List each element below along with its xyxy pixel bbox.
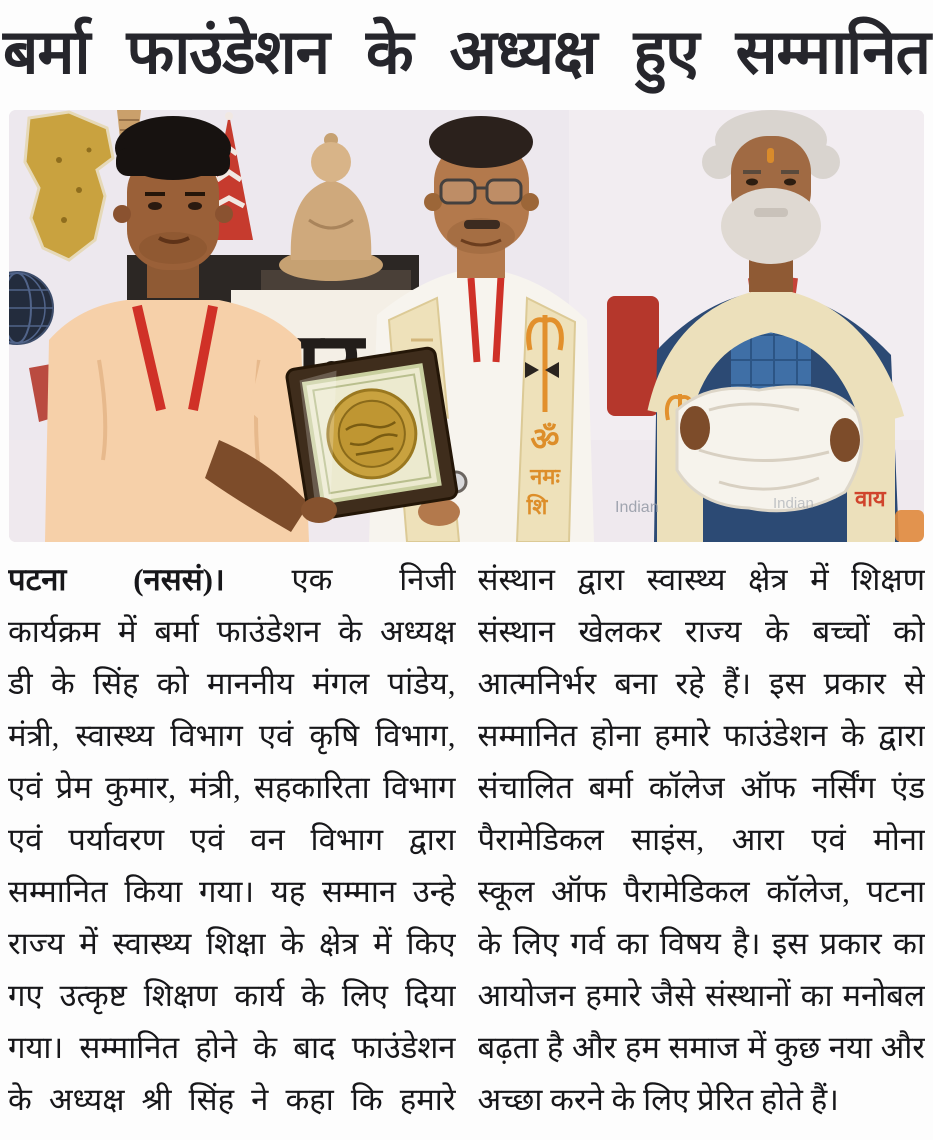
body-line: सम्मानित होना हमारे फाउंडेशन के द्वारा: [477, 718, 925, 753]
body-line: के लिए गर्व का विषय है। इस प्रकार का: [477, 926, 925, 961]
body-line: मंत्री, स्वास्थ्य विभाग एवं कृषि विभाग,: [8, 718, 456, 753]
body-line: संस्थान खेलकर राज्य के बच्चों को: [477, 614, 925, 649]
body-line: पैरामेडिकल साइंस, आरा एवं मोना: [477, 822, 925, 857]
body-line: अच्छा करने के लिए प्रेरित होते हैं।: [477, 1082, 839, 1117]
man-right-beard: [721, 188, 821, 264]
body-line: आत्मनिर्भर बना रहे हैं। इस प्रकार से: [477, 666, 925, 701]
orange-corner-object: [895, 510, 924, 542]
headline: बर्मा फाउंडेशन के अध्यक्ष हुए सम्मानित: [3, 15, 930, 88]
body-line: गया। सम्मानित होने के बाद फाउंडेशन: [8, 1030, 456, 1065]
scarf-text-om: ॐ: [530, 420, 560, 458]
body-line: सम्मानित किया गया। यह सम्मान उन्हे: [8, 874, 456, 909]
body-line: कार्यक्रम में बर्मा फाउंडेशन के अध्यक्ष: [8, 614, 456, 649]
man-right-hand-right: [830, 418, 860, 462]
body-line: एवं पर्यावरण एवं वन विभाग द्वारा: [8, 822, 456, 857]
dateline: पटना (नससं)।: [8, 562, 225, 597]
body-line: के अध्यक्ष श्री सिंह ने कहा कि हमारे: [8, 1082, 456, 1117]
body-line: एवं प्रेम कुमार, मंत्री, सहकारिता विभाग: [8, 770, 456, 805]
scarf-text-namah: नमः: [530, 465, 560, 490]
photo-watermark: Indian: [615, 499, 659, 516]
body-line: आयोजन हमारे जैसे संस्थानों का मनोबल: [477, 978, 925, 1013]
body-line: डी के सिंह को माननीय मंगल पांडेय,: [8, 666, 456, 701]
body-line-text: एक निजी: [291, 562, 456, 597]
article-column-left: [8, 554, 456, 1126]
tilak-mark: [767, 148, 774, 163]
man-left-hand-on-plaque: [301, 497, 337, 523]
man-right-hand-left: [680, 406, 710, 450]
man-center-hair: [429, 116, 533, 168]
body-line: संचालित बर्मा कॉलेज ऑफ नर्सिंग एंड: [477, 770, 925, 805]
body-line: संस्थान द्वारा स्वास्थ्य क्षेत्र में शिक्षण: [477, 562, 925, 597]
body-line: राज्य में स्वास्थ्य शिक्षा के क्षेत्र में किए: [8, 926, 456, 961]
award-plaque: [286, 347, 458, 521]
body-line: गए उत्कृष्ट शिक्षण कार्य के लिए दिया: [8, 978, 456, 1013]
photo-watermark-2: Indian: [773, 495, 814, 512]
shawl-text-vay: वाय: [855, 487, 886, 512]
body-line: स्कूल ऑफ पैरामेडिकल कॉलेज, पटना: [477, 874, 925, 909]
news-photo-illustration: [9, 110, 924, 542]
article-column-right: [478, 554, 926, 1126]
scarf-text-shi: शि: [526, 495, 548, 520]
body-line: बढ़ता है और हम समाज में कुछ नया और: [477, 1030, 925, 1065]
article-body: [0, 554, 933, 1126]
body-line: [8, 554, 456, 606]
news-photo: [9, 110, 924, 542]
